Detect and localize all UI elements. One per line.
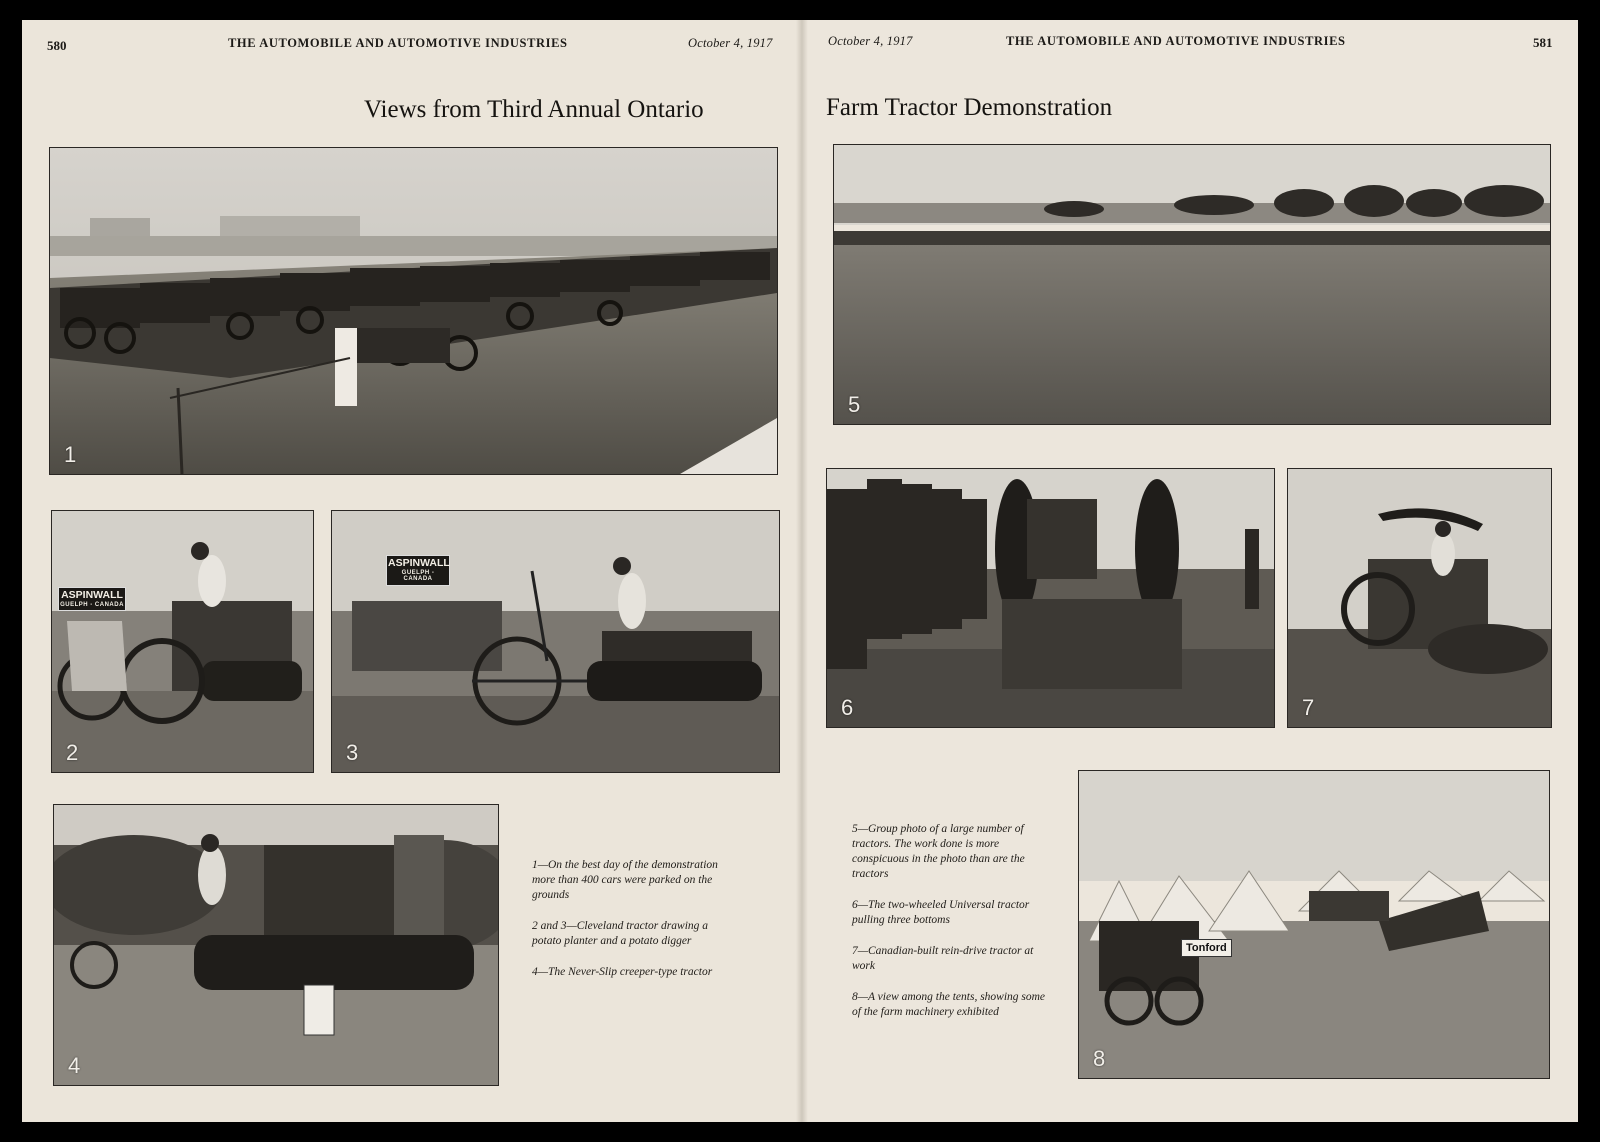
photo-4-image: [54, 805, 498, 1085]
right-page-number: 581: [1533, 35, 1553, 50]
photo-6-image: [827, 469, 1274, 727]
photo-8-image: [1079, 771, 1549, 1078]
photo-1-image: [50, 148, 777, 474]
photo-3-image: [332, 511, 779, 772]
photo-parked-cars: [49, 147, 778, 475]
right-running-title: THE AUTOMOBILE AND AUTOMOTIVE INDUSTRIES: [1006, 34, 1346, 48]
caption-2-3: 2 and 3—Cleveland tractor drawing a potato planter and a potato digger: [532, 920, 709, 947]
caption-5: 5—Group photo of a large number of tractors. The work done is more conspicuous in the photo than are the tractors: [852, 823, 1025, 880]
photo-2-number: 2: [66, 740, 79, 765]
photo-rein-drive-tractor: [1287, 468, 1552, 728]
photo-3-number: 3: [346, 740, 359, 765]
sign-subtext: GUELPH - CANADA: [401, 569, 435, 583]
aspinwall-sign-photo-2: [58, 587, 126, 611]
caption-4: 4—The Never-Slip creeper-type tractor: [532, 966, 713, 978]
photo-creeper-tractor: [53, 804, 499, 1086]
caption-6: 6—The two-wheeled Universal tractor pulling three bottoms: [852, 899, 1030, 926]
photo-ploughed-field: [833, 144, 1551, 425]
photo-4-number: 4: [68, 1053, 81, 1078]
photo-8-number: 8: [1093, 1046, 1106, 1071]
left-page-number: 580: [47, 38, 67, 53]
aspinwall-sign-photo-3: [386, 555, 450, 586]
photo-7-image: [1288, 469, 1551, 727]
photo-7-number: 7: [1302, 695, 1315, 720]
headline-left: Views from Third Annual Ontario: [364, 96, 704, 123]
sign-text: ASPINWALL: [61, 589, 123, 601]
captions-right: [852, 822, 1048, 1036]
photo-potato-digger: [331, 510, 780, 773]
left-date: October 4, 1917: [688, 36, 773, 50]
headline-right: Farm Tractor Demonstration: [826, 94, 1113, 121]
right-date: October 4, 1917: [828, 34, 913, 48]
photo-5-image: [834, 145, 1550, 424]
tonford-sign: Tonford: [1181, 939, 1232, 957]
sign-text: ASPINWALL: [388, 557, 450, 569]
caption-8: 8—A view among the tents, showing some of the farm machinery exhibited: [852, 991, 1046, 1018]
photo-6-number: 6: [841, 695, 854, 720]
page-gutter: [796, 20, 808, 1122]
photo-1-number: 1: [64, 442, 77, 467]
caption-7: 7—Canadian-built rein-drive tractor at work: [852, 945, 1034, 972]
photo-tents-machinery: [1078, 770, 1550, 1079]
caption-1: 1—On the best day of the demonstration more than 400 cars were parked on the grounds: [532, 859, 718, 901]
photo-universal-tractor: [826, 468, 1275, 728]
sign-subtext: GUELPH - CANADA: [60, 601, 124, 608]
photo-potato-planter: [51, 510, 314, 773]
photo-5-number: 5: [848, 392, 861, 417]
captions-left: [532, 858, 727, 996]
photo-2-image: [52, 511, 313, 772]
left-running-title: THE AUTOMOBILE AND AUTOMOTIVE INDUSTRIES: [228, 36, 568, 50]
